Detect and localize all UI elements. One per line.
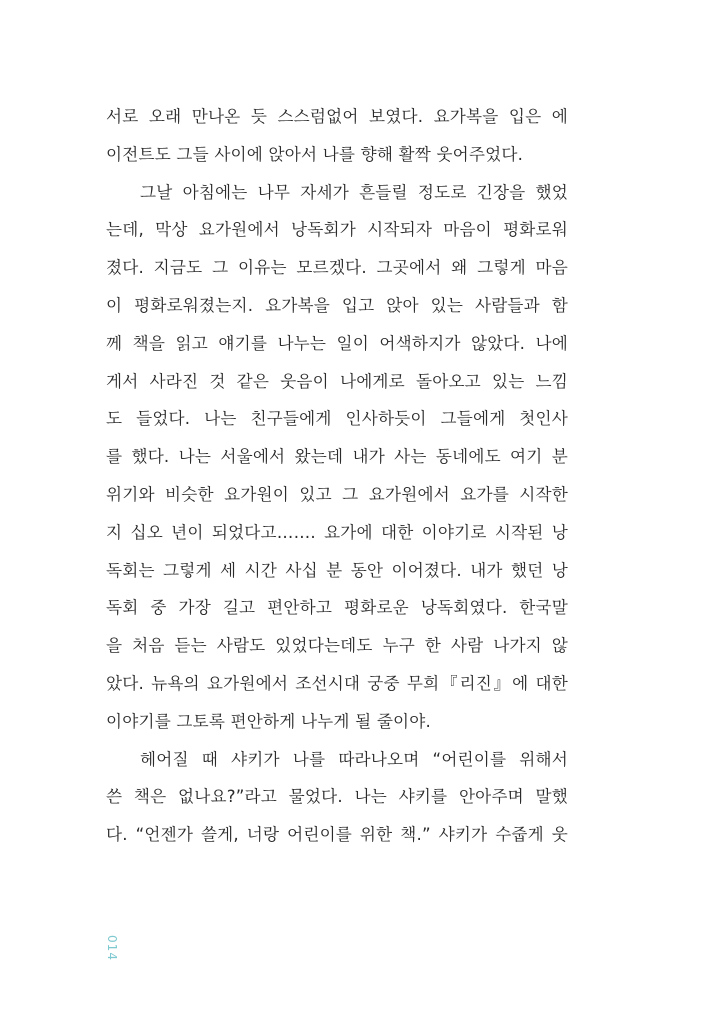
text-line-6: 이 평화로워졌는지. 요가복을 입고 앉아 있는 사람들과 함	[106, 295, 568, 315]
text-line-9: 도 들었다. 나는 친구들에게 인사하듯이 그들에게 첫인사	[106, 409, 568, 429]
body-text	[106, 98, 568, 854]
page-number: 014	[105, 935, 119, 961]
text-line-12: 지 십오 년이 되었다고……. 요가에 대한 이야기로 시작된 낭	[106, 522, 568, 542]
text-line-20: 다. “언젠가 쓸게, 너랑 어린이를 위한 책.” 샤키가 수줍게 웃	[106, 825, 568, 845]
text-line-15: 을 처음 듣는 사람도 있었다는데도 누구 한 사람 나가지 않	[106, 636, 568, 656]
text-line-19: 쓴 책은 없나요?”라고 물었다. 나는 샤키를 안아주며 말했	[106, 787, 568, 807]
text-line-13: 독회는 그렇게 세 시간 사십 분 동안 이어졌다. 내가 했던 낭	[106, 560, 568, 580]
text-line-4: 는데, 막상 요가원에서 낭독회가 시작되자 마음이 평화로워	[106, 220, 568, 240]
text-line-8: 게서 사라진 것 같은 웃음이 나에게로 돌아오고 있는 느낌	[106, 371, 568, 391]
text-line-1: 서로 오래 만나온 듯 스스럼없어 보였다. 요가복을 입은 에	[106, 107, 568, 126]
text-line-16: 았다. 뉴욕의 요가원에서 조선시대 궁중 무희『리진』에 대한	[106, 673, 568, 693]
text-line-14: 독회 중 가장 길고 편안하고 평화로운 낭독회였다. 한국말	[106, 598, 568, 618]
text-line-5: 졌다. 지금도 그 이유는 모르겠다. 그곳에서 왜 그렇게 마음	[106, 258, 568, 278]
text-line-2: 이전트도 그들 사이에 앉아서 나를 향해 활짝 웃어주었다.	[106, 144, 524, 164]
text-line-11: 위기와 비슷한 요가원이 있고 그 요가원에서 요가를 시작한	[106, 484, 568, 504]
text-line-7: 께 책을 읽고 얘기를 나누는 일이 어색하지가 않았다. 나에	[106, 333, 568, 353]
text-line-10: 를 했다. 나는 서울에서 왔는데 내가 사는 동네에도 여기 분	[106, 447, 568, 467]
text-line-18: 헤어질 때 샤키가 나를 따라나오며 “어린이를 위해서	[140, 749, 568, 769]
text-line-3: 그날 아침에는 나무 자세가 흔들릴 정도로 긴장을 했었	[140, 182, 568, 202]
text-line-17: 이야기를 그토록 편안하게 나누게 될 줄이야.	[106, 711, 431, 731]
